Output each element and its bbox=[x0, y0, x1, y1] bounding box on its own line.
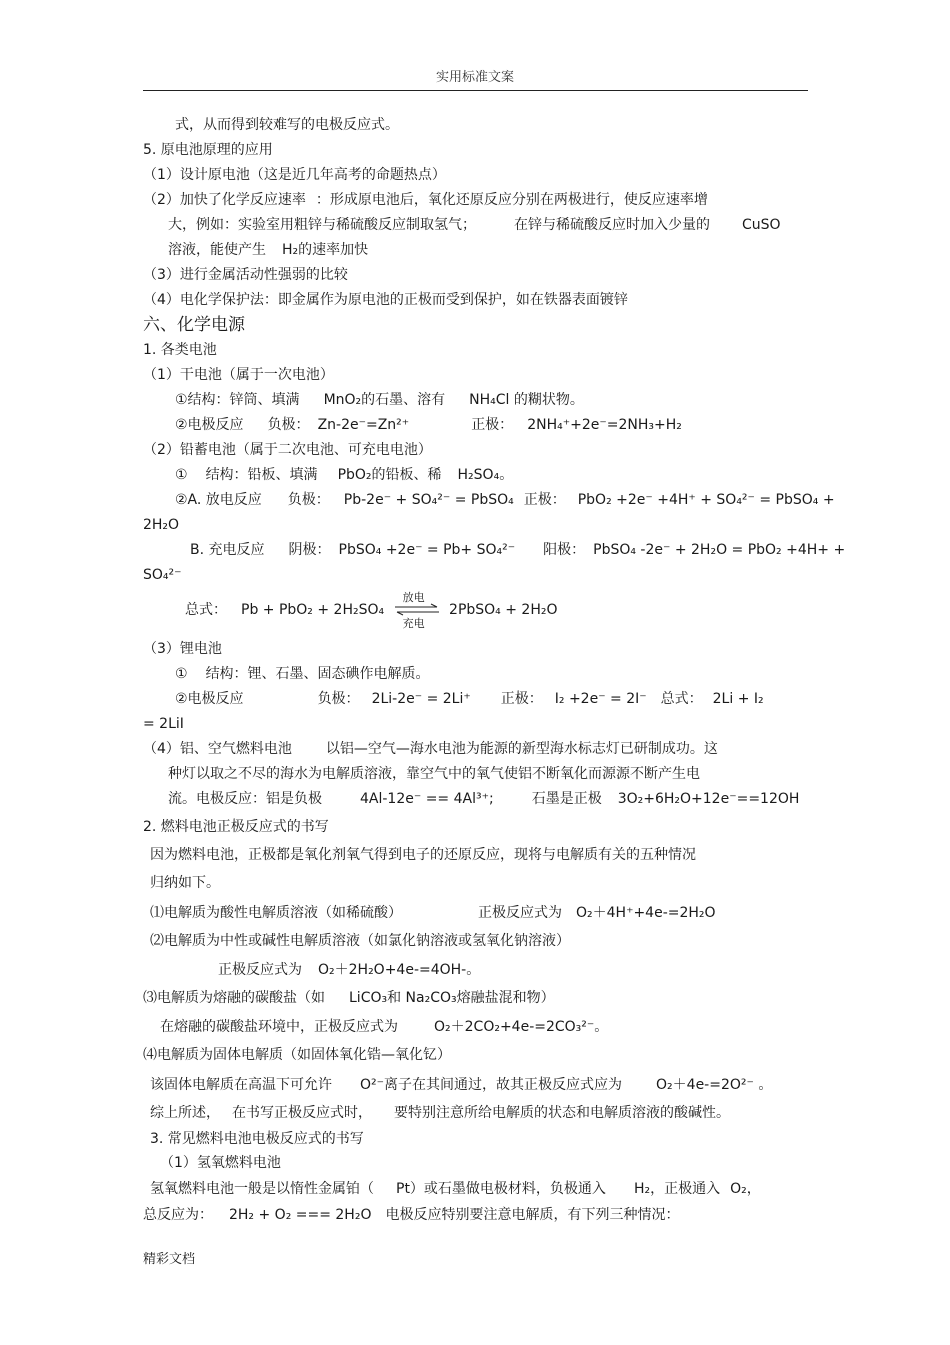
text-line: ⑵电解质为中性或碱性电解质溶液（如氯化钠溶液或氢氧化钠溶液） bbox=[150, 933, 570, 949]
equation: O₂＋4e-=2O²⁻ 。 bbox=[656, 1077, 773, 1093]
text-line: 式，从而得到较难写的电极反应式。 bbox=[175, 117, 399, 133]
equation: 2Li + I₂ bbox=[712, 691, 764, 707]
text-line bbox=[150, 904, 716, 922]
text-line bbox=[168, 216, 781, 234]
text-segment: 在书写正极反应式时， bbox=[232, 1105, 372, 1121]
text-segment: 以铝—空气—海水电池为能源的新型海水标志灯已研制成功。这 bbox=[325, 741, 718, 757]
equation: I₂ +2e⁻ = 2I⁻ bbox=[554, 691, 647, 707]
equation: 2NH₄⁺+2e⁻=2NH₃+H₂ bbox=[527, 417, 682, 433]
text-segment: NH₄Cl 的糊状物。 bbox=[469, 392, 584, 408]
text-segment: CuSO bbox=[742, 217, 781, 233]
header-title: 实用标准文案 bbox=[435, 70, 514, 85]
text-segment: 石墨是正极 bbox=[531, 791, 602, 807]
text-segment: ① bbox=[175, 666, 188, 682]
text-segment: 总式： bbox=[185, 602, 227, 618]
text-segment: 综上所述， bbox=[150, 1105, 220, 1121]
text-segment: 要特别注意所给电解质的状态和电解质溶液的酸碱性。 bbox=[394, 1105, 730, 1121]
text-line bbox=[143, 740, 718, 758]
text-segment: 在锌与稀硫酸反应时加入少量的 bbox=[514, 217, 710, 233]
equation: O₂＋2CO₂+4e-=2CO₃²⁻。 bbox=[434, 1019, 609, 1035]
footer-label: 精彩文档 bbox=[143, 1252, 196, 1267]
text-line bbox=[175, 466, 513, 484]
equation: 2PbSO₄ + 2H₂O bbox=[449, 602, 558, 618]
charge-label: 充电 bbox=[402, 617, 425, 630]
text-segment: 正极反应式为 bbox=[478, 905, 562, 921]
text-line bbox=[143, 989, 555, 1007]
text-segment: 电极反应特别要注意电解质，有下列三种情况： bbox=[385, 1207, 680, 1223]
text-segment: Pt）或石墨做电极材料，负极通入 bbox=[396, 1181, 606, 1197]
text-segment: 在熔融的碳酸盐环境中，正极反应式为 bbox=[160, 1019, 398, 1035]
text-line bbox=[190, 541, 845, 559]
equation: 2H₂ + O₂ === 2H₂O bbox=[229, 1207, 372, 1223]
section-heading: 2. 燃料电池正极反应式的书写 bbox=[143, 819, 329, 835]
text-line bbox=[168, 241, 368, 259]
text-segment: 氢氧燃料电池一般是以惰性金属铂（ bbox=[150, 1181, 374, 1197]
text-line bbox=[143, 191, 708, 209]
equation: Zn-2e⁻=Zn²⁺ bbox=[317, 417, 410, 433]
text-line bbox=[175, 416, 682, 434]
equation: 2Li-2e⁻ = 2Li⁺ bbox=[371, 691, 471, 707]
text-line: 因为燃料电池，正极都是氧化剂氧气得到电子的还原反应，现将与电解质有关的五种情况 bbox=[150, 847, 696, 863]
text-line bbox=[185, 591, 558, 630]
text-segment: B. 充电反应 bbox=[190, 542, 265, 558]
text-segment: 负极： bbox=[287, 492, 330, 508]
equation: PbO₂ +2e⁻ +4H⁺ + SO₄²⁻ = PbSO₄ + bbox=[577, 492, 835, 508]
text-segment: ：形成原电池后，氧化还原反应分别在两极进行，使反应速率增 bbox=[315, 192, 708, 208]
text-segment: LiCO₃和 Na₂CO₃熔融盐混和物） bbox=[349, 990, 555, 1006]
text-segment: 流。电极反应：铝是负极 bbox=[168, 791, 322, 807]
text-line bbox=[175, 491, 835, 509]
text-segment: 结构：铅板、填满 bbox=[205, 467, 318, 483]
text-segment: O₂， bbox=[730, 1181, 761, 1197]
text-segment: 结构：锂、石墨、固态碘作电解质。 bbox=[205, 666, 430, 682]
chapter-heading: 六、化学电源 bbox=[143, 315, 245, 335]
equation: O₂＋2H₂O+4e-=4OH-。 bbox=[318, 962, 481, 978]
text-line: 种灯以取之不尽的海水为电解质溶液，靠空气中的氧气使铝不断氧化而源源不断产生电 bbox=[168, 766, 700, 782]
text-line bbox=[218, 961, 480, 979]
text-segment: 溶液，能使产生 bbox=[168, 242, 266, 258]
equation: Pb-2e⁻ + SO₄²⁻ = PbSO₄ bbox=[343, 492, 514, 508]
text-segment: 该固体电解质在高温下可允许 bbox=[150, 1077, 332, 1093]
text-line: （3）进行金属活动性强弱的比较 bbox=[143, 267, 348, 283]
text-segment: MnO₂的石墨、溶有 bbox=[323, 392, 446, 408]
equation: PbSO₄ +2e⁻ = Pb+ SO₄²⁻ bbox=[338, 542, 516, 558]
text-segment: 正极： bbox=[523, 492, 566, 508]
text-segment: 阳极： bbox=[543, 542, 586, 558]
text-line bbox=[168, 790, 799, 808]
text-segment: H₂，正极通入 bbox=[633, 1181, 721, 1197]
text-segment: ⑴电解质为酸性电解质溶液（如稀硫酸） bbox=[150, 905, 402, 921]
text-line: （1）干电池（属于一次电池） bbox=[143, 367, 334, 383]
text-line bbox=[150, 1180, 761, 1198]
text-segment: （2）加快了化学反应速率 bbox=[143, 192, 306, 208]
text-line: = 2LiI bbox=[143, 716, 184, 732]
text-segment: 总式： bbox=[660, 691, 703, 707]
section-heading: 5. 原电池原理的应用 bbox=[143, 142, 273, 158]
text-segment: H₂SO₄。 bbox=[457, 467, 514, 483]
header-divider bbox=[143, 90, 808, 91]
text-line bbox=[175, 665, 430, 683]
text-segment: 总反应为： bbox=[143, 1207, 213, 1223]
text-segment: H₂的速率加快 bbox=[282, 242, 369, 258]
equation: 4Al-12e⁻ == 4Al³⁺; bbox=[360, 791, 494, 807]
section-heading: 1. 各类电池 bbox=[143, 342, 217, 358]
text-line bbox=[175, 690, 764, 708]
text-segment: ②A. 放电反应 bbox=[175, 492, 262, 508]
equation: PbSO₄ -2e⁻ + 2H₂O = PbO₂ +4H+ + bbox=[593, 542, 846, 558]
text-segment: ②电极反应 bbox=[175, 417, 244, 433]
text-segment: PbO₂的铅板、稀 bbox=[337, 467, 442, 483]
text-segment: ① bbox=[175, 467, 188, 483]
text-line: （2）铅蓄电池（属于二次电池、可充电电池） bbox=[143, 442, 432, 458]
text-line: SO₄²⁻ bbox=[143, 567, 182, 583]
text-segment: 负极： bbox=[267, 417, 310, 433]
text-line: 2H₂O bbox=[143, 517, 180, 533]
text-segment: 正极： bbox=[471, 417, 514, 433]
text-line: （1）氢氧燃料电池 bbox=[160, 1155, 281, 1171]
text-segment: ⑶电解质为熔融的碳酸盐（如 bbox=[143, 990, 325, 1006]
text-segment: 负极： bbox=[317, 691, 360, 707]
text-line bbox=[175, 391, 584, 409]
text-segment: ①结构：锌筒、填满 bbox=[175, 392, 300, 408]
text-segment: （4）铝、空气燃料电池 bbox=[143, 741, 292, 757]
text-line bbox=[160, 1018, 608, 1036]
equation: O₂＋4H⁺+4e-=2H₂O bbox=[576, 905, 716, 921]
text-segment: 阴极： bbox=[288, 542, 331, 558]
text-line bbox=[150, 1076, 772, 1094]
equation: Pb + PbO₂ + 2H₂SO₄ bbox=[241, 602, 385, 618]
text-segment: 大，例如：实验室用粗锌与稀硫酸反应制取氢气； bbox=[168, 217, 476, 233]
text-line: （3）锂电池 bbox=[143, 641, 222, 657]
section-heading: 3. 常见燃料电池电极反应式的书写 bbox=[150, 1131, 364, 1147]
text-segment: O²⁻离子在其间通过，故其正极反应式应为 bbox=[360, 1077, 623, 1093]
text-line: （4）电化学保护法：即金属作为原电池的正极而受到保护，如在铁器表面镀锌 bbox=[143, 292, 628, 308]
equation: 3O₂+6H₂O+12e⁻==12OH bbox=[617, 791, 800, 807]
discharge-label: 放电 bbox=[402, 591, 425, 604]
text-line: 归纳如下。 bbox=[150, 875, 220, 891]
text-segment: 正极： bbox=[500, 691, 543, 707]
text-line bbox=[150, 1104, 730, 1122]
reversible-arrow bbox=[393, 591, 441, 630]
text-segment: ②电极反应 bbox=[175, 691, 244, 707]
text-line: ⑷电解质为固体电解质（如固体氧化锆—氧化钇） bbox=[143, 1047, 451, 1063]
text-segment: 正极反应式为 bbox=[218, 962, 302, 978]
text-line bbox=[143, 1206, 679, 1224]
text-line: （1）设计原电池（这是近几年高考的命题热点） bbox=[143, 167, 446, 183]
